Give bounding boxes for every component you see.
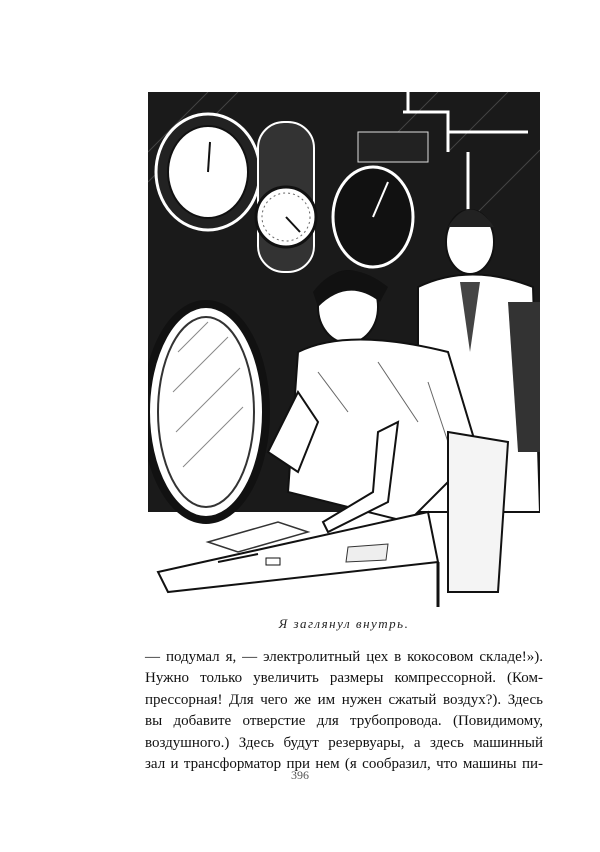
text-line: воздушного.) Здесь будут резервуары, а здесь машинный: [145, 734, 543, 751]
pressure-gauge-small: [256, 122, 316, 272]
text-line: вы добавите отверстие для трубопровода. (Повидимому,: [145, 713, 543, 730]
text-line: — подумал я, — электролитный цех в кокосовом складе!»).: [145, 649, 543, 665]
porthole-hatch: [148, 304, 266, 520]
text-line: зал и трансформатор при нем (я сообразил, что машины пи-: [145, 756, 543, 773]
illustration: [148, 92, 540, 607]
text-line: Нужно только увеличить размеры компрессорной. (Ком-: [145, 670, 543, 687]
page-number: 396: [291, 768, 309, 782]
text-line: прессорная! Для чего же им нужен сжатый воздух?). Здесь: [145, 691, 543, 708]
illustration-caption: Я заглянул внутрь.: [278, 616, 410, 631]
body-paragraph: [145, 647, 543, 775]
pressure-gauge-left: [156, 114, 260, 230]
